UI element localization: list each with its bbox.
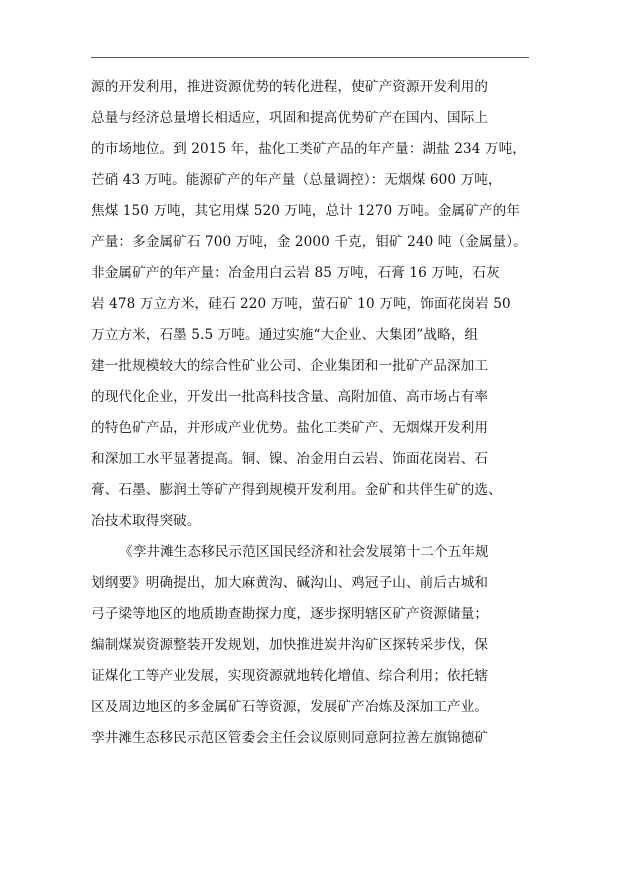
text-line: 膏、石墨、膨润土等矿产得到规模开发利用。金矿和共伴生矿的选、: [91, 482, 502, 498]
text-line: 区及周边地区的多金属矿石等资源，发展矿产冶炼及深加工产业。: [91, 699, 489, 715]
text-line: 焦煤 150 万吨，其它用煤 520 万吨，总计 1270 万吨。金属矿产的年: [91, 203, 520, 219]
text-line: 和深加工水平显著提高。铜、镍、冶金用白云岩、饰面花岗岩、石: [91, 451, 489, 467]
text-line: 总量与经济总量增长相适应，巩固和提高优势矿产在国内、国际上: [91, 110, 489, 126]
text-line: 的现代化企业，开发出一批高科技含量、高附加值、高市场占有率: [91, 389, 489, 405]
text-line: 建一批规模较大的综合性矿业公司、企业集团和一批矿产品深加工: [91, 358, 489, 374]
text-line: 划纲要》明确提出，加大麻黄沟、碱沟山、鸡冠子山、前后古城和: [91, 575, 489, 591]
text-line: 岩 478 万立方米，硅石 220 万吨，萤石矿 10 万吨，饰面花岗岩 50: [91, 296, 511, 312]
text-line: 孪井滩生态移民示范区管委会主任会议原则同意阿拉善左旗锦德矿: [91, 730, 489, 746]
text-line: 非金属矿产的年产量：冶金用白云岩 85 万吨，石膏 16 万吨，石灰: [91, 265, 500, 281]
header-rule: [91, 57, 529, 58]
text-line: 的特色矿产品，并形成产业优势。盐化工类矿产、无烟煤开发利用: [91, 420, 489, 436]
text-line: 产量：多金属矿石 700 万吨，金 2000 千克，钼矿 240 吨（金属量）。: [91, 234, 527, 250]
text-line: 的市场地位。到 2015 年，盐化工类矿产品的年产量：湖盐 234 万吨，: [91, 141, 526, 157]
document-body: [91, 72, 531, 754]
text-line: 万立方米，石墨 5.5 万吨。通过实施“大企业、大集团”战略，组: [91, 327, 479, 343]
text-line: 编制煤炭资源整装开发规划，加快推进炭井沟矿区探转采步伐，保: [91, 637, 489, 653]
text-line: 冶技术取得突破。: [91, 513, 201, 529]
text-line: 芒硝 43 万吨。能源矿产的年产量（总量调控）：无烟煤 600 万吨，: [91, 172, 502, 188]
text-line: 证煤化工等产业发展，实现资源就地转化增值、综合利用；依托辖: [91, 668, 489, 684]
text-line: 弓子梁等地区的地质勘查勘探力度，逐步探明辖区矿产资源储量；: [91, 606, 489, 622]
paragraph-first-line: 《孪井滩生态移民示范区国民经济和社会发展第十二个五年规: [119, 544, 489, 560]
text-line: 源的开发利用，推进资源优势的转化进程，使矿产资源开发利用的: [91, 79, 489, 95]
